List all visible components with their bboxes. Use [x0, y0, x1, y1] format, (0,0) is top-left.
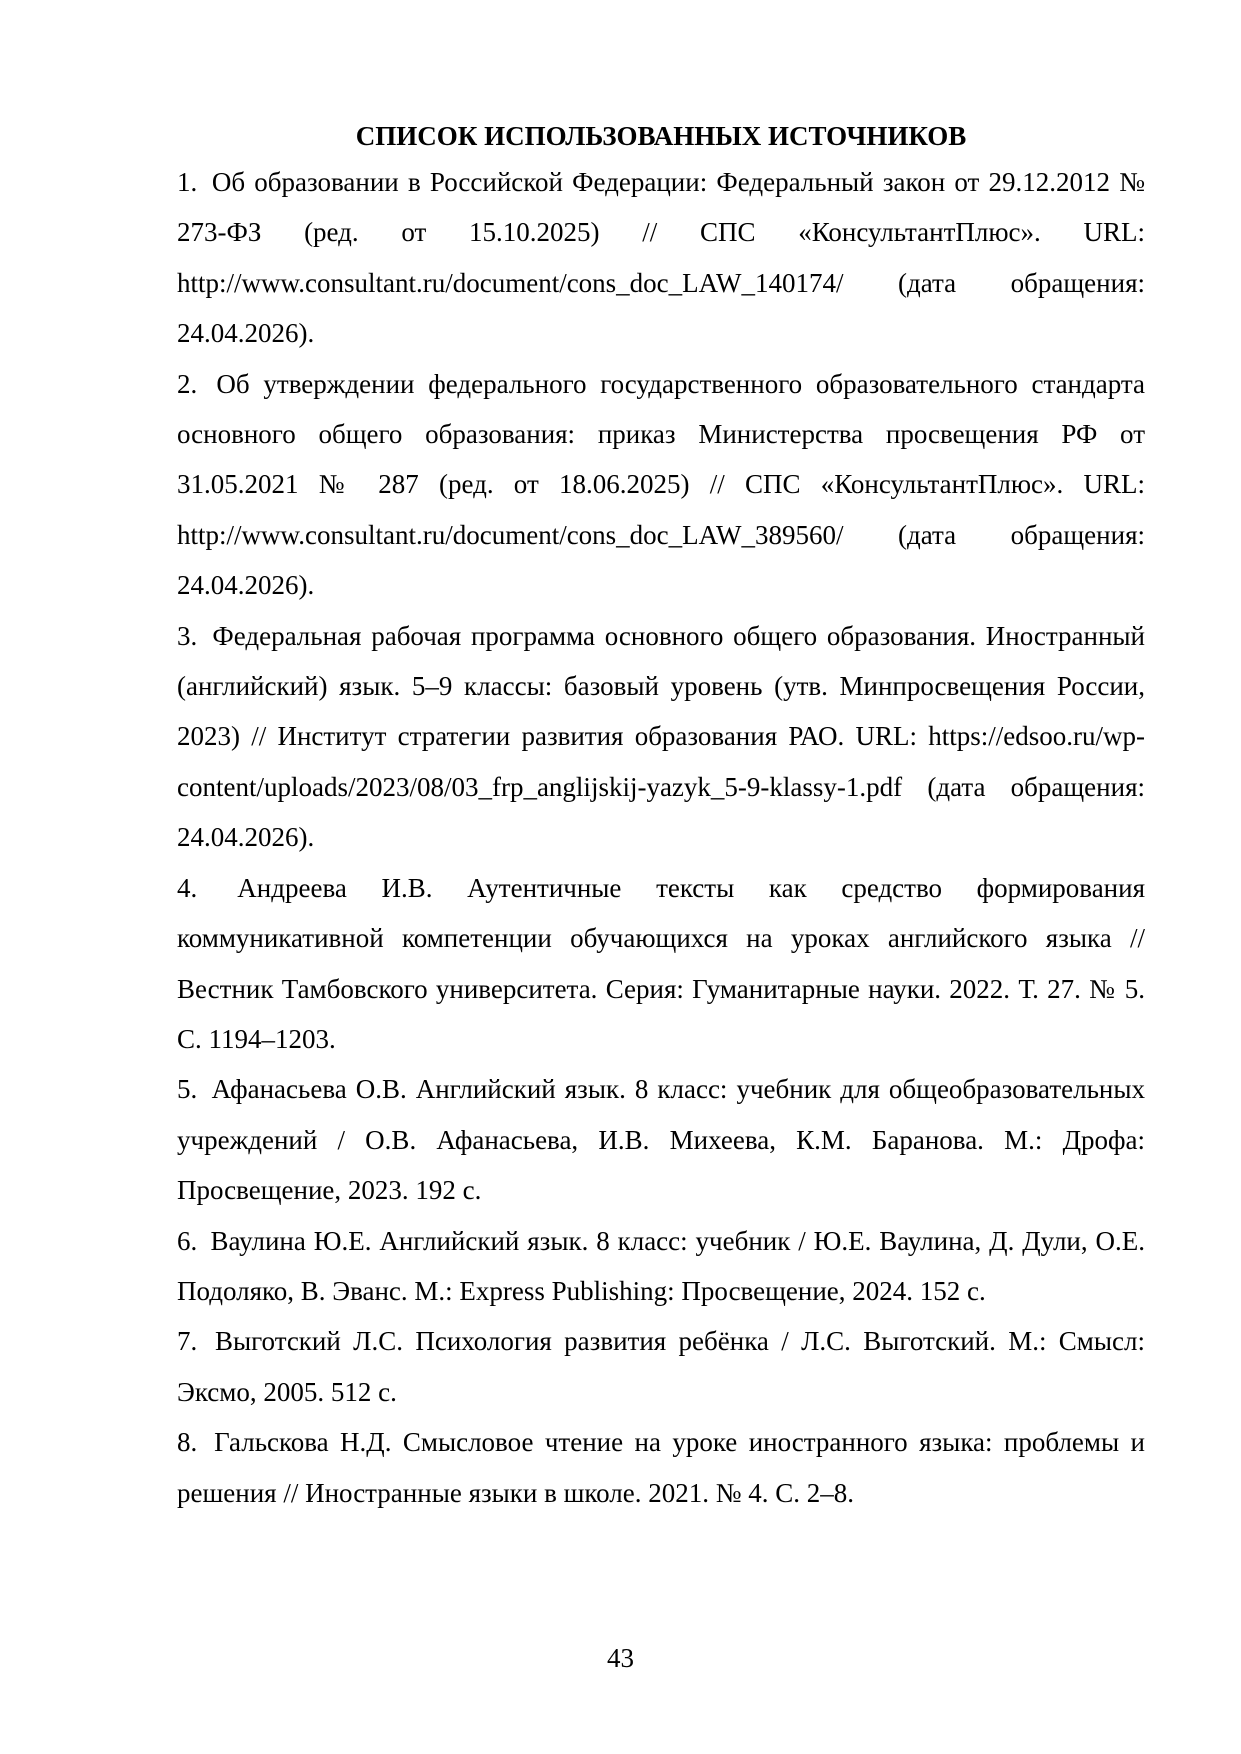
- reference-text: Об образовании в Российской Федерации: Федеральный закон от 29.12.2012 № 273-ФЗ (ред. от 15.10.2025) // СПС «КонсультантПлюс». URL: http://www.consultant.ru/document/cons_doc_LAW_140174/ (дата обращения: 24.04.2026).: [177, 167, 1146, 349]
- reference-number: 8.: [177, 1427, 198, 1458]
- reference-number: 6.: [177, 1225, 198, 1256]
- reference-text: Ваулина Ю.Е. Английский язык. 8 класс: учебник / Ю.Е. Ваулина, Д. Дули, О.Е. Подоляко, В. Эванс. М.: Express Publishing: Просвещение, 2024. 152 с.: [177, 1225, 1145, 1306]
- reference-item: [177, 863, 1145, 1065]
- reference-item: [177, 611, 1145, 863]
- reference-text: Андреева И.В. Аутентичные тексты как средство формирования коммуникативной компетенции обучающихся на уроках английского языка // Вестник Тамбовского университета. Серия: Гуманитарные науки. 2022. Т. 27. № 5. С. 1194–1203.: [177, 872, 1145, 1054]
- reference-item: [177, 157, 1145, 359]
- references-title: СПИСОК ИСПОЛЬЗОВАННЫХ ИСТОЧНИКОВ: [355, 121, 967, 151]
- reference-number: 2.: [177, 368, 198, 399]
- reference-text: Об утверждении федерального государственного образовательного стандарта основного общего образования: приказ Министерства просвещения РФ от 31.05.2021 № 287 (ред. от 18.06.2025) // СПС «КонсультантПлюс». URL: http://www.consultant.ru/document/cons_doc_LAW_389560/ (дата обращения: 24.04.2026).: [177, 368, 1145, 601]
- reference-item: [177, 1216, 1145, 1317]
- reference-text: Гальскова Н.Д. Смысловое чтение на уроке иностранного языка: проблемы и решения // Иностранные языки в школе. 2021. № 4. С. 2–8.: [177, 1427, 1145, 1508]
- reference-number: 4.: [177, 872, 198, 903]
- reference-item: [177, 359, 1145, 611]
- page-number: 43: [607, 1643, 634, 1673]
- reference-text: Федеральная рабочая программа основного общего образования. Иностранный (английский) язык. 5–9 классы: базовый уровень (утв. Минпросвещения России, 2023) // Институт стратегии развития образования РАО. URL: https://edsoo.ru/wp-content/uploads/2023/08/03_frp_anglijskij-yazyk_5-9-klassy-1.pdf (дата обращения: 24.04.2026).: [177, 620, 1145, 853]
- reference-item: [177, 1417, 1145, 1518]
- reference-number: 5.: [177, 1074, 198, 1105]
- reference-item: [177, 1316, 1145, 1417]
- reference-number: 3.: [177, 620, 198, 651]
- reference-number: 7.: [177, 1326, 198, 1357]
- reference-text: Выготский Л.С. Психология развития ребёнка / Л.С. Выготский. М.: Смысл: Эксмо, 2005. 512 с.: [177, 1326, 1145, 1407]
- reference-number: 1.: [177, 167, 198, 197]
- reference-text: Афанасьева О.В. Английский язык. 8 класс: учебник для общеобразовательных учреждений / О.В. Афанасьева, И.В. Михеева, К.М. Баранова. М.: Дрофа: Просвещение, 2023. 192 с.: [177, 1074, 1145, 1206]
- reference-item: [177, 1064, 1145, 1215]
- references-list: [177, 157, 1145, 1518]
